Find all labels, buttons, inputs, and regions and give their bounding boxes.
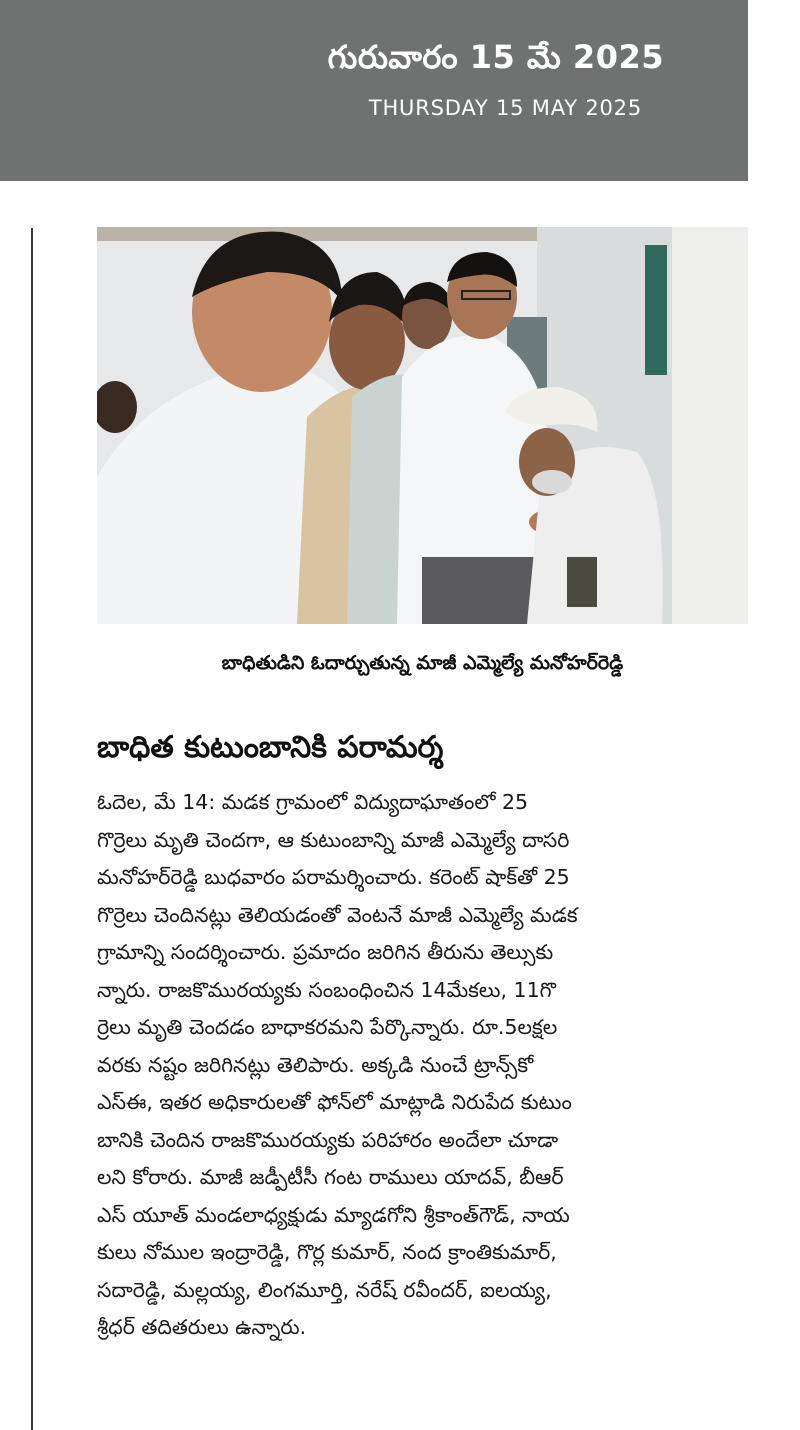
date-header-band	[0, 0, 748, 181]
photo-caption: బాధితుడిని ఓదార్చుతున్న మాజీ ఎమ్మెల్యే మనోహర్‌రెడ్డి	[221, 652, 624, 674]
body-line: ర్రెలు మృతి చెందడం బాధాకరమని పేర్కొన్నారు. రూ.5లక్షల	[97, 1015, 558, 1039]
date-english: THURSDAY 15 MAY 2025	[368, 96, 642, 120]
body-line: మనోహర్‌రెడ్డి బుధవారం పరామర్శించారు. కరెంట్ షాక్‌తో 25	[97, 865, 570, 889]
body-line: కులు నోముల ఇంద్రారెడ్డి, గొర్ల కుమార్, నంద క్రాంతికుమార్,	[97, 1240, 557, 1264]
column-divider	[31, 228, 33, 1430]
article-body	[97, 784, 748, 1347]
date-telugu: గురువారం 15 మే 2025	[327, 38, 664, 76]
body-line: ఎస్ యూత్ మండలాధ్యక్షుడు మ్యాడగోని శ్రీకాంత్‌గౌడ్, నాయ	[97, 1202, 570, 1227]
body-line: ఎస్‌ఈ, ఇతర అధికారులతో ఫోన్‌లో మాట్లాడి నిరుపేద కుటుం	[97, 1090, 572, 1114]
body-line: సదారెడ్డి, మల్లయ్య, లింగమూర్తి, నరేష్ రవీందర్, ఐలయ్య,	[97, 1277, 552, 1302]
body-line: బానికి చెందిన రాజకొమురయ్యకు పరిహారం అందేలా చూడా	[97, 1127, 558, 1152]
article-headline: బాధిత కుటుంబానికి పరామర్శ	[97, 730, 444, 765]
body-line: శ్రీధర్ తదితరులు ఉన్నారు.	[97, 1315, 307, 1339]
body-line: గొర్రెలు చెందినట్లు తెలియడంతో వెంటనే మాజీ ఎమ్మెల్యే మడక	[97, 902, 578, 927]
body-line: లని కోరారు. మాజీ జడ్పీటీసీ గంట రాములు యాదవ్, బీఆర్	[97, 1165, 564, 1189]
news-photo	[97, 227, 748, 624]
body-line: ఓదెల, మే 14: మడక గ్రామంలో విద్యుదాఘాతంలో 25	[97, 790, 529, 814]
body-line: న్నారు. రాజకొమురయ్యకు సంబంధించిన 14మేకలు, 11గొ	[97, 977, 556, 1002]
body-line: వరకు నష్టం జరిగినట్లు తెలిపారు. అక్కడి నుంచే ట్రాన్స్‌కో	[97, 1052, 534, 1077]
body-line: గ్రామాన్ని సందర్శించారు. ప్రమాదం జరిగిన తీరును తెల్సుకు	[97, 940, 554, 964]
body-line: గొర్రెలు మృతి చెందగా, ఆ కుటుంబాన్ని మాజీ ఎమ్మెల్యే దాసరి	[97, 827, 570, 852]
